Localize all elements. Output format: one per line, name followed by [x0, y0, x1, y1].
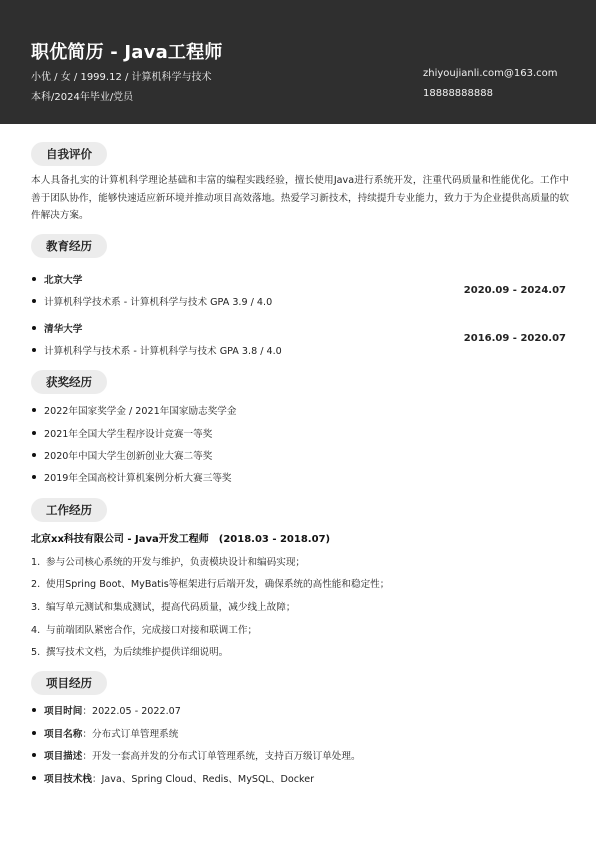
- award-item: 2019年全国高校计算机案例分析大赛三等奖: [31, 472, 232, 486]
- education-school: 清华大学: [31, 323, 82, 337]
- section-heading-work: 工作经历: [31, 498, 107, 522]
- personal-info-line-2: 本科/2024年毕业/党员: [31, 92, 134, 103]
- resume-header: [0, 0, 596, 124]
- award-item: 2020年中国大学生创新创业大赛二等奖: [31, 450, 212, 464]
- award-item: 2022年国家奖学金 / 2021年国家励志奖学金: [31, 405, 236, 419]
- personal-info-line-1: 小优 / 女 / 1999.12 / 计算机科学与技术: [31, 72, 212, 83]
- bullet-icon: [32, 277, 36, 281]
- education-date: 2020.09 - 2024.07: [463, 285, 566, 296]
- bullet-icon: [32, 431, 36, 435]
- project-item: 项目技术栈：Java、Spring Cloud、Redis、MySQL、Docker: [31, 773, 314, 787]
- education-detail: 计算机科学与技术系 - 计算机科学与技术 GPA 3.8 / 4.0: [31, 345, 282, 359]
- resume-title: 职优简历 - Java工程师: [31, 42, 223, 63]
- work-item: 4. 与前端团队紧密合作，完成接口对接和联调工作；: [31, 625, 258, 636]
- bullet-icon: [32, 708, 36, 712]
- project-item: 项目时间：2022.05 - 2022.07: [31, 705, 181, 719]
- phone: 18888888888: [423, 88, 493, 99]
- education-detail: 计算机科学技术系 - 计算机科学与技术 GPA 3.9 / 4.0: [31, 296, 272, 310]
- self-eval-text: 本人具备扎实的计算机科学理论基础和丰富的编程实践经验，擅长使用Java进行系统开发，注重代码质量和性能优化。工作中善于团队协作，能够快速适应新环境并推动项目高效落地。热爱学习新技术，持续提升专业能力，致力于为企业提供高质量的软件解决方案。: [31, 175, 569, 221]
- work-item: 5. 撰写技术文档，为后续维护提供详细说明。: [31, 647, 229, 658]
- award-item: 2021年全国大学生程序设计竞赛一等奖: [31, 428, 212, 442]
- job-title: 北京xx科技有限公司 - Java开发工程师 (2018.03 - 2018.07): [31, 534, 331, 545]
- education-school: 北京大学: [31, 274, 82, 288]
- project-item: 项目描述：开发一套高并发的分布式订单管理系统，支持百万级订单处理。: [31, 750, 361, 764]
- work-item: 3. 编写单元测试和集成测试，提高代码质量，减少线上故障；: [31, 602, 296, 613]
- bullet-icon: [32, 348, 36, 352]
- bullet-icon: [32, 453, 36, 457]
- bullet-icon: [32, 776, 36, 780]
- email[interactable]: zhiyoujianli.com@163.com: [423, 68, 558, 79]
- section-heading-self-eval: 自我评价: [31, 142, 107, 166]
- section-heading-awards: 获奖经历: [31, 370, 107, 394]
- work-item: 2. 使用Spring Boot、MyBatis等框架进行后端开发，确保系统的高性能和稳定性；: [31, 579, 390, 590]
- bullet-icon: [32, 326, 36, 330]
- bullet-icon: [32, 408, 36, 412]
- section-heading-project: 项目经历: [31, 671, 107, 695]
- bullet-icon: [32, 731, 36, 735]
- bullet-icon: [32, 475, 36, 479]
- project-item: 项目名称：分布式订单管理系统: [31, 728, 178, 742]
- work-item: 1. 参与公司核心系统的开发与维护，负责模块设计和编码实现；: [31, 557, 306, 568]
- section-heading-education: 教育经历: [31, 234, 107, 258]
- bullet-icon: [32, 753, 36, 757]
- education-date: 2016.09 - 2020.07: [463, 333, 566, 344]
- bullet-icon: [32, 299, 36, 303]
